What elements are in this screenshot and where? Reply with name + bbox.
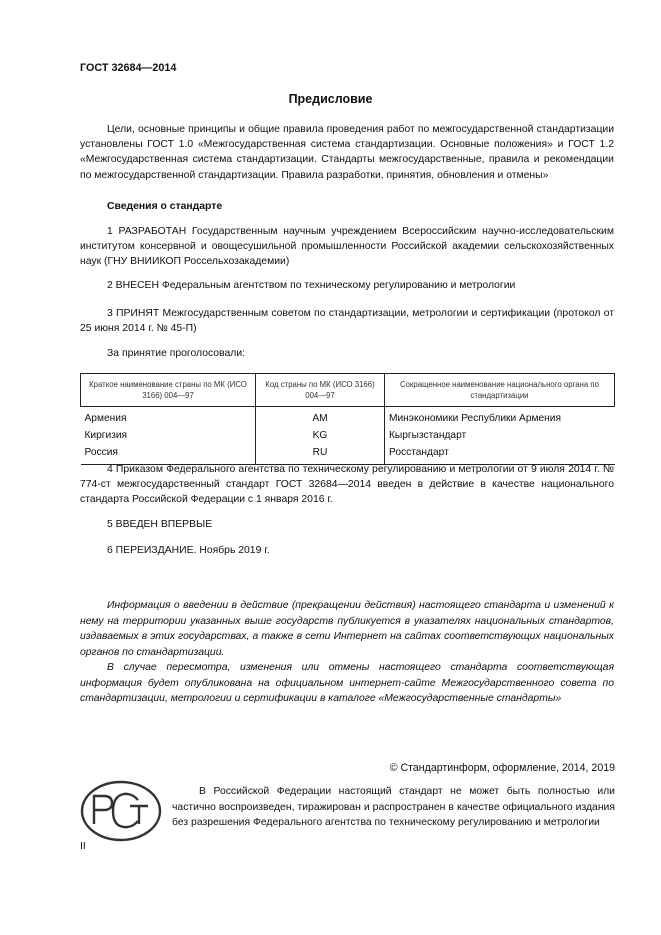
info-paragraph-1: Информация о введении в действие (прекращении действия) настоящего стандарта и изменений к нему на территории указанных выше государств публикуется в указателях национальных стандартов, издаваемых в этих государствах, а также в сети Интернет на сайтах соответствующих национальных органов по стандартизации. [80, 600, 614, 658]
table-cell-country: Армения [84, 413, 127, 424]
table-cell-country: Россия [81, 444, 256, 465]
voted-label: За принятие проголосовали: [107, 348, 246, 359]
states-table [80, 373, 615, 465]
item-5-paragraph: 5 ВВЕДЕН ВПЕРВЫЕ [107, 519, 213, 530]
table-cell-body: Кыргызстандарт [385, 427, 615, 444]
page-number: II [80, 841, 86, 852]
item-2-paragraph: 2 ВНЕСЕН Федеральным агентством по техническому регулированию и метрологии [107, 280, 516, 291]
item-1-paragraph: 1 РАЗРАБОТАН Государственным научным учреждением Всероссийским научно-исследовательским институтом консервной и овощесушильной промышленности Российской академии сельскохозяйственных наук (ГНУ ВНИИКОП Россельхозакадемии) [80, 226, 614, 268]
intro-paragraph: Цели, основные принципы и общие правила проведения работ по межгосударственной стандартизации установлены ГОСТ 1.0 «Межгосударственная система стандартизации. Основные положения» и ГОСТ 1.2 «Межгосударственная система стандартизации. Стандарты межгосударственные, правила и рекомендации по межгосударственной стандартизации. Правила разработки, принятия, обновления и отмены» [80, 124, 614, 181]
page-title: Предисловие [288, 92, 373, 106]
table-header-country: Краткое наименование страны по МК (ИСО 3166) 004—97 [81, 374, 256, 407]
copyright-line: © Стандартинформ, оформление, 2014, 2019 [389, 762, 615, 774]
table-header-body: Сокращенное наименование национального органа по стандартизации [385, 374, 615, 407]
table-row [81, 407, 615, 428]
table-header-row [81, 374, 615, 407]
item-6-paragraph: 6 ПЕРЕИЗДАНИЕ. Ноябрь 2019 г. [107, 545, 270, 556]
table-cell-code: AM [256, 407, 385, 428]
item-4-paragraph: 4 Приказом Федерального агентства по техническому регулированию и метрологии от 9 июля 2014 г. № 774-ст межгосударственный стандарт ГОСТ 32684—2014 введен в действие в качестве национального стандарта Российской Федерации с 1 января 2016 г. [80, 464, 614, 506]
table-cell-body: Росстандарт [385, 444, 615, 465]
rst-certification-mark-icon [80, 780, 162, 842]
reproduction-notice: В Российской Федерации настоящий стандарт не может быть полностью или частично воспроизведен, тиражирован и распространен в качестве официального издания без разрешения Федерального агентства по техническому регулированию и метрологии [172, 786, 615, 828]
table-cell-country: Киргизия [84, 430, 128, 441]
item-3-paragraph: 3 ПРИНЯТ Межгосударственным советом по стандартизации, метрологии и сертификации (протокол от 25 июня 2014 г. № 45-П) [80, 308, 614, 335]
table-header-code: Код страны по МК (ИСО 3166) 004—97 [256, 374, 385, 407]
section-heading: Сведения о стандарте [107, 201, 223, 212]
info-paragraph-2: В случае пересмотра, изменения или отмены настоящего стандарта соответствующая информация будет опубликована на официальном интернет-сайте Межгосударственного совета по стандартизации, метрологии и сертификации в каталоге «Межгосударственные стандарты» [80, 662, 614, 704]
table-row [81, 427, 615, 444]
table-cell-code: RU [256, 444, 385, 465]
table-cell-code: KG [256, 427, 385, 444]
table-cell-body: Минэкономики Республики Армения [385, 407, 615, 428]
document-id: ГОСТ 32684—2014 [80, 62, 177, 74]
